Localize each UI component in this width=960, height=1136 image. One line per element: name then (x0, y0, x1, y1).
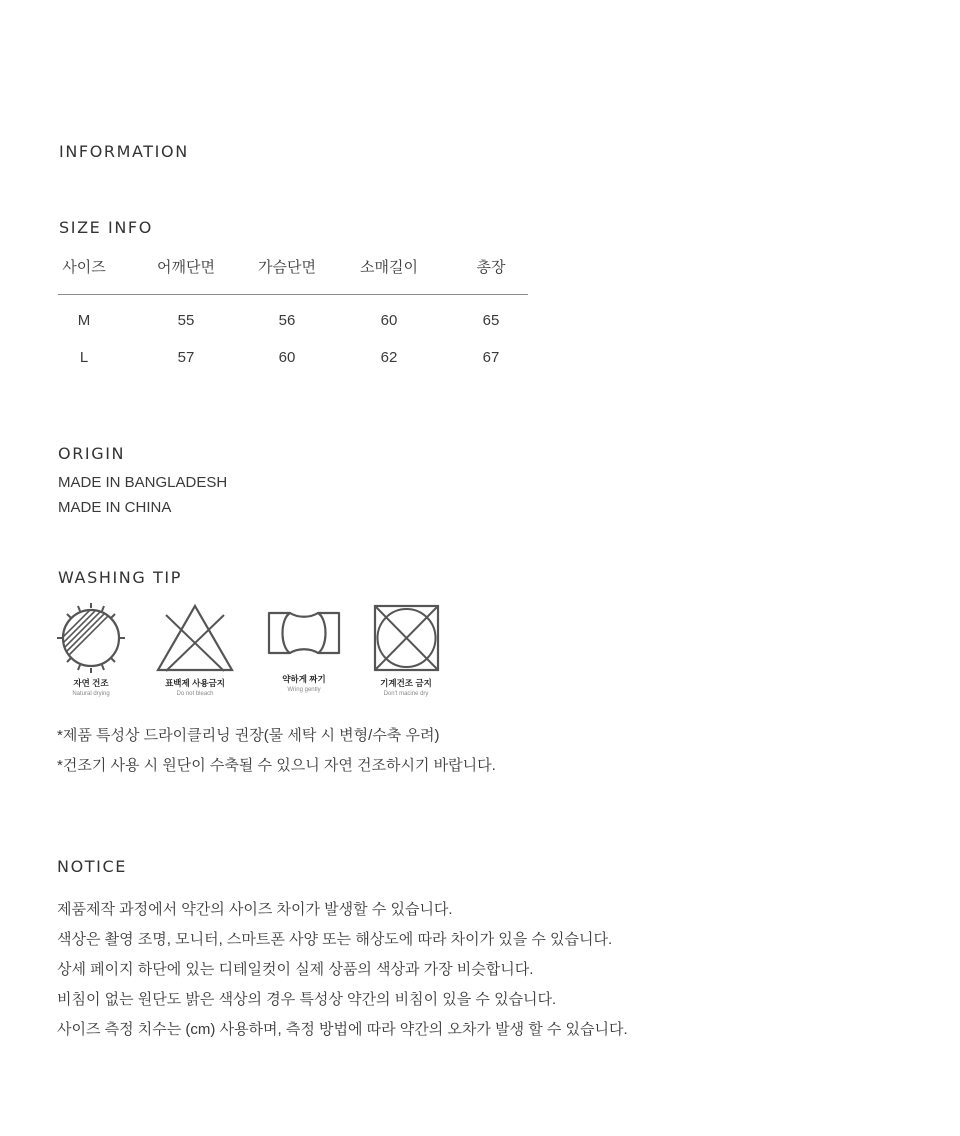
origin-line: MADE IN BANGLADESH (58, 474, 228, 491)
origin-line: MADE IN CHINA (58, 499, 172, 516)
table-row (58, 349, 528, 377)
notice-title: NOTICE (57, 857, 127, 876)
cell-length: 67 (482, 349, 500, 366)
header-sleeve: 소매길이 (360, 259, 418, 276)
no-machine-dry-icon (371, 603, 441, 673)
header-size: 사이즈 (62, 259, 106, 276)
no-bleach-icon (156, 603, 234, 673)
cell-length: 65 (482, 312, 500, 329)
cell-sleeve: 60 (380, 312, 398, 329)
information-title: INFORMATION (59, 142, 189, 161)
size-table (58, 256, 528, 284)
header-shoulder: 어깨단면 (157, 259, 215, 276)
cell-shoulder: 55 (177, 312, 195, 329)
notice-line: 제품제작 과정에서 약간의 사이즈 차이가 발생할 수 있습니다. (57, 901, 453, 918)
cell-chest: 56 (278, 312, 296, 329)
size-table-header (58, 256, 528, 284)
natural-drying-icon (57, 603, 125, 673)
wash-item-no-bleach (149, 603, 241, 697)
washing-note: *건조기 사용 시 원단이 수축될 수 있으니 자연 건조하시기 바랍니다. (57, 757, 496, 774)
notice-line: 사이즈 측정 치수는 (cm) 사용하며, 측정 방법에 따라 약간의 오차가 발생 할 수 있습니다. (57, 1021, 628, 1038)
size-table-divider (58, 294, 528, 295)
wash-label-ko: 약하게 짜기 (282, 674, 326, 684)
table-row (58, 312, 528, 349)
header-length: 총장 (476, 259, 506, 276)
wash-label-en: Don't macine dry (383, 691, 429, 697)
notice-line: 색상은 촬영 조명, 모니터, 스마트폰 사양 또는 해상도에 따라 차이가 있을 수 있습니다. (57, 931, 613, 948)
cell-shoulder: 57 (177, 349, 195, 366)
size-table-body (58, 312, 528, 377)
wash-label-en: Wring gently (287, 687, 321, 693)
wring-gently-icon (265, 603, 343, 669)
wash-label-ko: 표백제 사용금지 (165, 678, 225, 688)
washing-tip-title: WASHING TIP (58, 568, 182, 587)
wash-item-no-machine-dry (360, 603, 452, 697)
cell-sleeve: 62 (380, 349, 398, 366)
wash-label-ko: 기계건조 금지 (380, 678, 432, 688)
wash-item-natural-drying (45, 603, 137, 697)
notice-line: 상세 페이지 하단에 있는 디테일컷이 실제 상품의 색상과 가장 비슷합니다. (57, 961, 534, 978)
size-info-title: SIZE INFO (59, 218, 153, 237)
origin-title: ORIGIN (58, 444, 126, 463)
cell-chest: 60 (278, 349, 296, 366)
wash-item-wring-gently (258, 603, 350, 693)
wash-label-en: Do not bleach (176, 691, 214, 697)
wash-label-ko: 자연 건조 (73, 678, 109, 688)
cell-size: M (77, 312, 91, 329)
cell-size: L (79, 349, 89, 366)
header-chest: 가슴단면 (258, 259, 316, 276)
wash-label-en: Natural drying (72, 691, 110, 697)
notice-line: 비침이 없는 원단도 밝은 색상의 경우 특성상 약간의 비침이 있을 수 있습니다. (57, 991, 557, 1008)
washing-note: *제품 특성상 드라이클리닝 권장(물 세탁 시 변형/수축 우려) (57, 727, 440, 744)
